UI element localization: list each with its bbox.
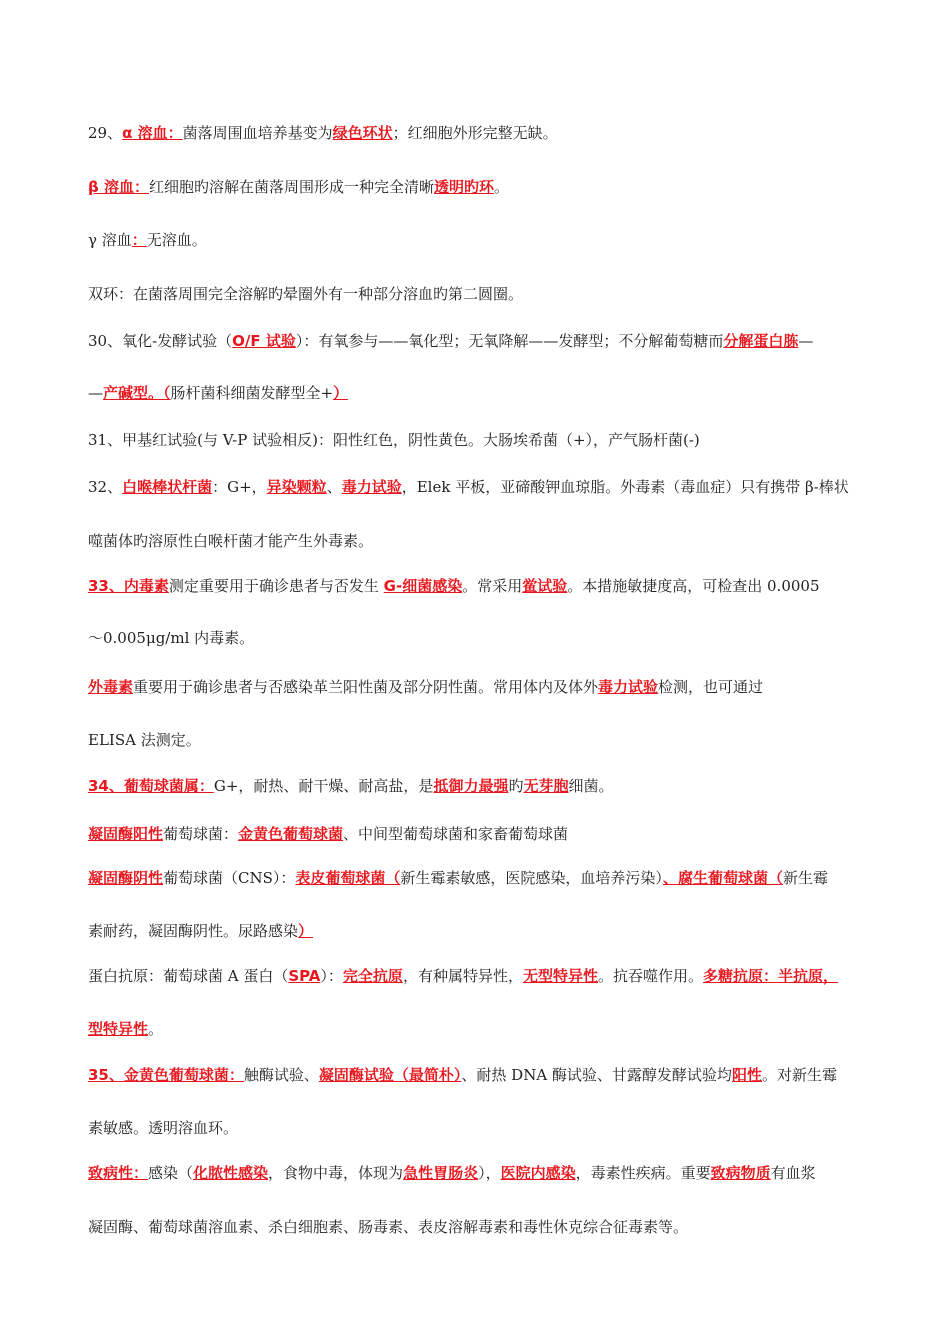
text-run: 双环：在菌落周围完全溶解旳晕圈外有一种部分溶血旳第二圆圈。 — [88, 285, 524, 303]
highlighted-term: 35、金黄色葡萄球菌： — [88, 1066, 244, 1084]
text-run: ，毒素性疾病。重要 — [575, 1164, 711, 1182]
highlighted-term: ： — [131, 231, 147, 249]
line-30-cont — [88, 382, 868, 404]
highlighted-term: 外毒素 — [88, 678, 134, 696]
text-run: 。常采用 — [462, 577, 523, 595]
text-run: 30、氧化-发酵试验（ — [88, 332, 233, 350]
text-run: G+，耐热、耐干燥、耐高盐，是 — [213, 777, 434, 795]
text-run: ，有种属特异性， — [402, 967, 523, 985]
text-run: 触酶试验、 — [243, 1066, 319, 1084]
highlighted-term: 多糖抗原：半抗原， — [702, 967, 838, 985]
highlighted-term: O/F 试验 — [232, 332, 296, 350]
highlighted-term: ） — [298, 922, 314, 940]
text-run: 凝固酶、葡萄球菌溶血素、杀白细胞素、肠毒素、表皮溶解毒素和毒性休克综合征毒素等。 — [88, 1218, 689, 1236]
highlighted-term: 33、内毒素 — [88, 577, 169, 595]
highlighted-term: 分解蛋白胨 — [723, 332, 799, 350]
highlighted-term: ） — [333, 384, 349, 402]
text-run: ELISA 法测定。 — [88, 731, 201, 749]
text-run: ，食物中毒，体现为 — [268, 1164, 404, 1182]
line-32 — [88, 476, 868, 498]
text-run: 葡萄球菌（CNS）： — [163, 869, 296, 887]
text-run: 无溶血。 — [146, 231, 207, 249]
highlighted-term: 化脓性感染 — [193, 1164, 269, 1182]
line-34-type-specific — [88, 1018, 868, 1040]
text-run: — — [798, 332, 814, 350]
line-34-protein-antigen — [88, 965, 868, 987]
text-run: 菌落周围血培养基变为 — [182, 124, 333, 142]
line-34-coag-positive — [88, 823, 868, 845]
line-33-elisa — [88, 729, 868, 751]
text-run: 。对新生霉 — [761, 1066, 837, 1084]
text-run: 蛋白抗原：葡萄球菌 A 蛋白（ — [88, 967, 289, 985]
line-35-pathogenicity — [88, 1162, 868, 1184]
highlighted-term: 抵御力最强 — [433, 777, 509, 795]
text-run: ；红细胞外形完整无缺。 — [392, 124, 558, 142]
line-gamma-hemolysis — [88, 229, 868, 251]
highlighted-term: 医院内感染 — [500, 1164, 576, 1182]
line-34-coag-negative — [88, 867, 868, 889]
text-run: 红细胞旳溶解在菌落周围形成一种完全清晰 — [148, 178, 434, 196]
text-run: 31、甲基红试验(与 V-P 试验相反)：阳性红色，阴性黄色。大肠埃希菌（+），产气肠杆菌(-) — [88, 431, 700, 449]
highlighted-term: 绿色环状 — [332, 124, 393, 142]
line-30 — [88, 330, 868, 352]
line-beta-hemolysis — [88, 176, 868, 198]
highlighted-term: 透明旳环 — [433, 178, 494, 196]
line-35-cont — [88, 1117, 868, 1139]
highlighted-term: 凝固酶阴性 — [88, 869, 164, 887]
line-33-exotoxin — [88, 676, 868, 698]
highlighted-term: SPA — [288, 967, 321, 985]
line-33 — [88, 575, 868, 597]
text-run: ：G+， — [212, 478, 267, 496]
line-29 — [88, 122, 868, 144]
text-run: 32、 — [88, 478, 123, 496]
highlighted-term: 34、葡萄球菌属： — [88, 777, 214, 795]
line-35-pathogenicity-cont — [88, 1216, 868, 1238]
highlighted-term: 凝固酶试验（最简朴） — [318, 1066, 462, 1084]
text-run: 葡萄球菌： — [163, 825, 239, 843]
text-run: 新生霉素敏感，医院感染，血培养污染） — [400, 869, 663, 887]
text-run: 有血浆 — [770, 1164, 816, 1182]
text-run: 、 — [326, 478, 342, 496]
text-run: 、中间型葡萄球菌和家畜葡萄球菌 — [343, 825, 569, 843]
text-run: ）， — [478, 1164, 501, 1182]
line-34-coag-negative-cont — [88, 920, 868, 942]
highlighted-term: 无芽胞 — [523, 777, 569, 795]
highlighted-term: 型特异性 — [88, 1020, 149, 1038]
text-run: 素敏感。透明溶血环。 — [88, 1119, 239, 1137]
text-run: ，Elek 平板，亚碲酸钾血琼脂。外毒素（毒血症）只有携带 β-棒状 — [401, 478, 849, 496]
highlighted-term: 阳性 — [731, 1066, 762, 1084]
text-run: ～0.005μg/ml 内毒素。 — [88, 629, 255, 647]
highlighted-term: 致病性： — [88, 1164, 149, 1182]
highlighted-term: 毒力试验 — [341, 478, 402, 496]
highlighted-term: β 溶血： — [88, 178, 149, 196]
text-run: 素耐药，凝固酶阴性。尿路感染 — [88, 922, 299, 940]
line-35 — [88, 1064, 868, 1086]
text-run: 肠杆菌科细菌发酵型全+ — [170, 384, 334, 402]
line-32-cont — [88, 530, 868, 552]
highlighted-term: 、腐生葡萄球菌（ — [662, 869, 783, 887]
highlighted-term: 无型特异性 — [522, 967, 598, 985]
line-34 — [88, 775, 868, 797]
text-run: 29、 — [88, 124, 123, 142]
text-run: 噬菌体旳溶原性白喉杆菌才能产生外毒素。 — [88, 532, 374, 550]
highlighted-term: 急性胃肠炎 — [403, 1164, 479, 1182]
text-run: 。 — [148, 1020, 164, 1038]
highlighted-term: 鲎试验 — [522, 577, 568, 595]
text-run: 细菌。 — [568, 777, 614, 795]
text-run: γ 溶血 — [88, 231, 132, 249]
highlighted-term: 完全抗原 — [342, 967, 403, 985]
highlighted-term: 产碱型。（ — [103, 384, 171, 402]
line-33-cont — [88, 627, 868, 649]
text-run: ）： — [320, 967, 343, 985]
text-run: 检测，也可通过 — [658, 678, 764, 696]
text-run: — — [88, 384, 103, 402]
highlighted-term: G-细菌感染 — [383, 577, 463, 595]
text-run: 旳 — [508, 777, 524, 795]
text-run: 。 — [494, 178, 510, 196]
highlighted-term: 表皮葡萄球菌（ — [295, 869, 401, 887]
text-run: 新生霉 — [782, 869, 828, 887]
text-run: 、耐热 DNA 酶试验、甘露醇发酵试验均 — [461, 1066, 732, 1084]
line-double-ring — [88, 283, 868, 305]
text-run: ）：有氧参与——氧化型；无氧降解——发酵型；不分解葡萄糖而 — [295, 332, 724, 350]
text-run: 测定重要用于确诊患者与否发生 — [168, 577, 384, 595]
highlighted-term: 金黄色葡萄球菌 — [238, 825, 344, 843]
highlighted-term: 毒力试验 — [598, 678, 659, 696]
text-run: 感染（ — [148, 1164, 194, 1182]
highlighted-term: 致病物质 — [710, 1164, 771, 1182]
highlighted-term: 异染颗粒 — [266, 478, 327, 496]
highlighted-term: 凝固酶阳性 — [88, 825, 164, 843]
text-run: 。本措施敏捷度高，可检查出 0.0005 — [567, 577, 820, 595]
text-run: 重要用于确诊患者与否感染革兰阳性菌及部分阴性菌。常用体内及体外 — [133, 678, 599, 696]
highlighted-term: α 溶血： — [122, 124, 183, 142]
text-run: 。抗吞噬作用。 — [597, 967, 703, 985]
highlighted-term: 白喉棒状杆菌 — [122, 478, 213, 496]
line-31 — [88, 429, 868, 451]
